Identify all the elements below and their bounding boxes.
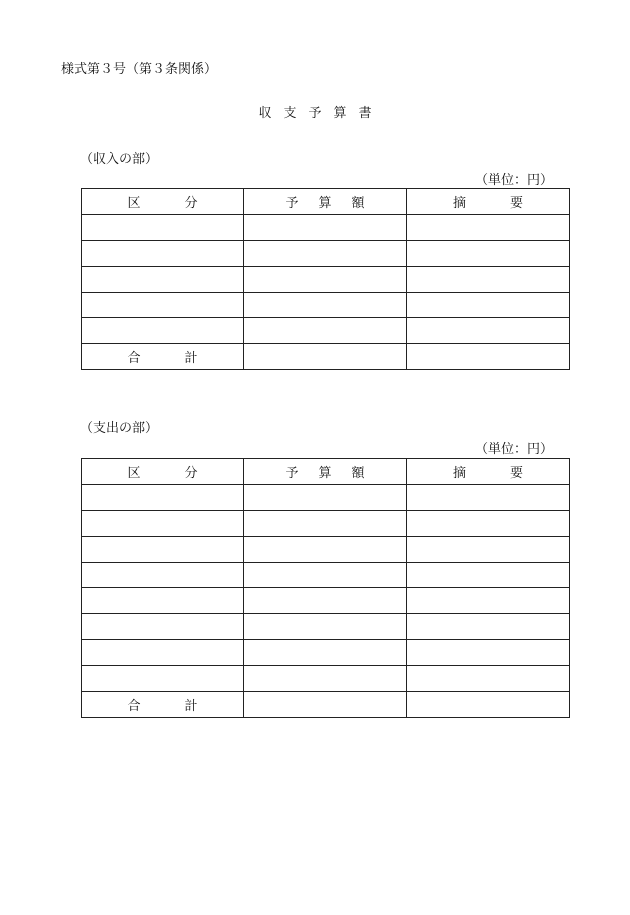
budget-amount-cell[interactable] (244, 214, 407, 240)
header-category: 区分 (82, 459, 244, 485)
budget-amount-cell[interactable] (244, 588, 407, 614)
table-row (82, 510, 570, 536)
remarks-cell[interactable] (407, 484, 570, 510)
table-row (82, 266, 570, 292)
budget-amount-cell[interactable] (244, 510, 407, 536)
budget-amount-cell[interactable] (244, 484, 407, 510)
table-row (82, 484, 570, 510)
remarks-cell[interactable] (407, 562, 570, 588)
expense-total-row (82, 692, 570, 718)
remarks-cell[interactable] (407, 266, 570, 292)
category-cell[interactable] (82, 318, 244, 344)
income-section-label: （収入の部） (80, 152, 159, 167)
expense-section-label: （支出の部） (80, 421, 159, 436)
remarks-cell[interactable] (407, 318, 570, 344)
category-cell[interactable] (82, 484, 244, 510)
category-cell[interactable] (82, 266, 244, 292)
remarks-cell[interactable] (407, 588, 570, 614)
remarks-cell[interactable] (407, 510, 570, 536)
remarks-cell[interactable] (407, 614, 570, 640)
income-unit-label: （単位：円） (474, 173, 553, 188)
expense-unit-label: （単位：円） (474, 442, 553, 457)
category-cell[interactable] (82, 292, 244, 318)
remarks-cell[interactable] (407, 536, 570, 562)
budget-amount-cell[interactable] (244, 640, 407, 666)
total-label: 合計 (82, 692, 244, 718)
budget-amount-cell[interactable] (244, 318, 407, 344)
table-row (82, 318, 570, 344)
budget-amount-cell[interactable] (244, 562, 407, 588)
expense-header-row (82, 459, 570, 485)
table-row (82, 562, 570, 588)
category-cell[interactable] (82, 214, 244, 240)
table-row (82, 614, 570, 640)
remarks-cell[interactable] (407, 640, 570, 666)
header-remarks: 摘要 (407, 459, 570, 485)
total-label: 合計 (82, 344, 244, 370)
total-remarks-cell[interactable] (407, 344, 570, 370)
category-cell[interactable] (82, 666, 244, 692)
budget-amount-cell[interactable] (244, 292, 407, 318)
category-cell[interactable] (82, 510, 244, 536)
income-table (81, 188, 570, 370)
table-row (82, 666, 570, 692)
remarks-cell[interactable] (407, 666, 570, 692)
category-cell[interactable] (82, 240, 244, 266)
table-row (82, 214, 570, 240)
expense-table (81, 458, 570, 718)
remarks-cell[interactable] (407, 240, 570, 266)
total-remarks-cell[interactable] (407, 692, 570, 718)
category-cell[interactable] (82, 562, 244, 588)
budget-amount-cell[interactable] (244, 614, 407, 640)
budget-amount-cell[interactable] (244, 240, 407, 266)
remarks-cell[interactable] (407, 292, 570, 318)
header-budget-amount: 予算額 (244, 459, 407, 485)
form-number: 様式第３号（第３条関係） (61, 62, 218, 77)
budget-amount-cell[interactable] (244, 666, 407, 692)
header-remarks: 摘要 (407, 189, 570, 215)
header-budget-amount: 予算額 (244, 189, 407, 215)
category-cell[interactable] (82, 614, 244, 640)
category-cell[interactable] (82, 640, 244, 666)
table-row (82, 536, 570, 562)
table-row (82, 240, 570, 266)
table-row (82, 292, 570, 318)
income-total-row (82, 344, 570, 370)
category-cell[interactable] (82, 536, 244, 562)
total-amount-cell[interactable] (244, 692, 407, 718)
table-row (82, 640, 570, 666)
total-amount-cell[interactable] (244, 344, 407, 370)
income-header-row (82, 189, 570, 215)
document-title: 収支予算書 (258, 106, 384, 121)
budget-amount-cell[interactable] (244, 266, 407, 292)
header-category: 区分 (82, 189, 244, 215)
remarks-cell[interactable] (407, 214, 570, 240)
table-row (82, 588, 570, 614)
category-cell[interactable] (82, 588, 244, 614)
budget-amount-cell[interactable] (244, 536, 407, 562)
